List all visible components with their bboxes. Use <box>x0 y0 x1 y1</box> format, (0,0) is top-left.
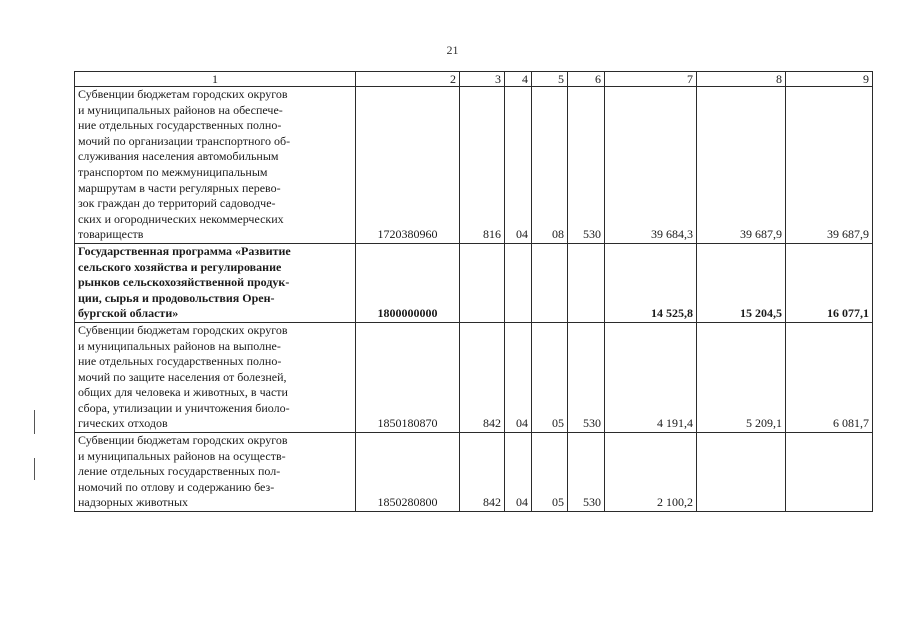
description-line: сельского хозяйства и регулирование <box>78 259 282 274</box>
row-description <box>75 322 356 432</box>
ministry-cell: 842 <box>460 433 505 512</box>
year-2-value <box>697 433 786 512</box>
col-header-description: 1 <box>75 72 356 87</box>
description-line: служивания населения автомобильным <box>78 149 279 164</box>
description-line: и муниципальных районов на осуществ- <box>78 448 286 463</box>
description-line: ских и огороднических некоммерческих <box>78 211 284 226</box>
description-line: Субвенции бюджетам городских округов <box>78 87 288 101</box>
year-1-value: 2 100,2 <box>605 433 697 512</box>
description-line: ние отдельных государственных полно- <box>78 354 282 369</box>
table-row <box>75 322 873 432</box>
ministry-cell: 816 <box>460 87 505 244</box>
col-header-target-code: 2 <box>356 72 460 87</box>
table-row <box>75 87 873 244</box>
margin-mark <box>34 410 35 434</box>
ministry-cell <box>460 243 505 322</box>
description-line: Субвенции бюджетам городских округов <box>78 433 288 448</box>
year-2-value: 39 687,9 <box>697 87 786 244</box>
year-2-value: 15 204,5 <box>697 243 786 322</box>
expense-type-cell <box>568 243 605 322</box>
description-line: товариществ <box>78 227 144 242</box>
target-code-cell: 1720380960 <box>356 87 460 244</box>
section-cell: 04 <box>505 322 532 432</box>
year-3-value <box>786 433 873 512</box>
year-2-value: 5 209,1 <box>697 322 786 432</box>
description-line: и муниципальных районов на обеспече- <box>78 102 283 117</box>
col-header-year-1: 7 <box>605 72 697 87</box>
program-row <box>75 243 873 322</box>
year-3-value: 16 077,1 <box>786 243 873 322</box>
col-header-subsection: 5 <box>532 72 568 87</box>
col-header-section: 4 <box>505 72 532 87</box>
description-line: ние отдельных государственных полно- <box>78 118 282 133</box>
description-line: ции, сырья и продовольствия Орен- <box>78 290 275 305</box>
col-header-expense-type: 6 <box>568 72 605 87</box>
description-line: и муниципальных районов на выполне- <box>78 338 281 353</box>
description-line: гических отходов <box>78 416 168 431</box>
col-header-ministry: 3 <box>460 72 505 87</box>
subsection-cell <box>532 243 568 322</box>
description-line: Государственная программа «Развитие <box>78 243 291 258</box>
description-line: рынков сельскохозяйственной продук- <box>78 275 290 290</box>
target-code-cell: 1800000000 <box>356 243 460 322</box>
section-cell: 04 <box>505 433 532 512</box>
col-header-year-2: 8 <box>697 72 786 87</box>
header-row <box>75 72 873 87</box>
description-line: надзорных животных <box>78 495 189 510</box>
expense-type-cell: 530 <box>568 322 605 432</box>
target-code-cell: 1850180870 <box>356 322 460 432</box>
subsection-cell: 05 <box>532 322 568 432</box>
year-1-value: 39 684,3 <box>605 87 697 244</box>
table-row <box>75 433 873 512</box>
description-line: номочий по отлову и содержанию без- <box>78 479 275 494</box>
year-3-value: 39 687,9 <box>786 87 873 244</box>
description-line: транспортом по межмуниципальным <box>78 164 268 179</box>
year-1-value: 14 525,8 <box>605 243 697 322</box>
margin-mark <box>34 458 35 480</box>
year-1-value: 4 191,4 <box>605 322 697 432</box>
page-number: 21 <box>446 43 459 57</box>
description-line: Субвенции бюджетам городских округов <box>78 322 288 337</box>
ministry-cell: 842 <box>460 322 505 432</box>
description-line: сбора, утилизации и уничтожения биоло- <box>78 400 290 415</box>
budget-table <box>74 71 873 512</box>
section-cell <box>505 243 532 322</box>
row-description <box>75 243 356 322</box>
description-line: ление отдельных государственных пол- <box>78 464 281 479</box>
description-line: мочий по защите населения от болезней, <box>78 369 287 384</box>
col-header-year-3: 9 <box>786 72 873 87</box>
row-description <box>75 87 356 244</box>
subsection-cell: 05 <box>532 433 568 512</box>
row-description <box>75 433 356 512</box>
expense-type-cell: 530 <box>568 433 605 512</box>
description-line: бургской области» <box>78 306 179 321</box>
description-line: общих для человека и животных, в части <box>78 385 288 400</box>
target-code-cell: 1850280800 <box>356 433 460 512</box>
year-3-value: 6 081,7 <box>786 322 873 432</box>
subsection-cell: 08 <box>532 87 568 244</box>
description-line: мочий по организации транспортного об- <box>78 133 291 148</box>
description-line: зок граждан до территорий садоводче- <box>78 196 276 211</box>
description-line: маршрутам в части регулярных перево- <box>78 180 281 195</box>
section-cell: 04 <box>505 87 532 244</box>
expense-type-cell: 530 <box>568 87 605 244</box>
